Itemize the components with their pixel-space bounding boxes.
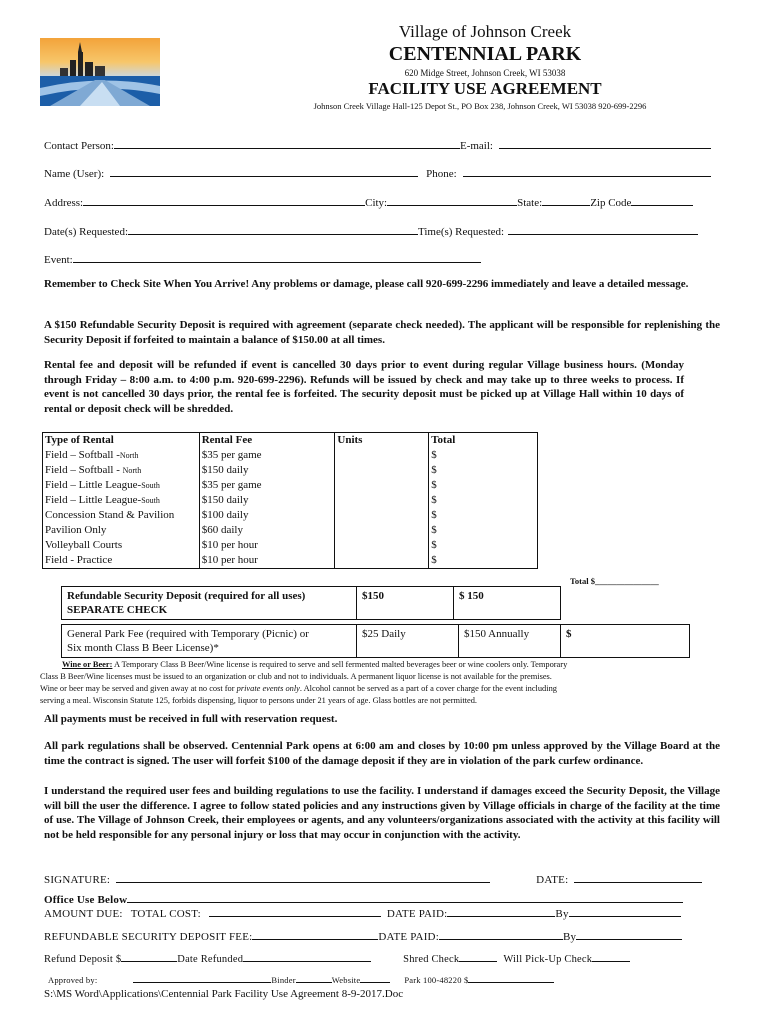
rental-table — [42, 432, 538, 569]
dates-label: Date(s) Requested: — [44, 226, 128, 238]
contact-person-input[interactable] — [114, 138, 460, 149]
deposit-amount-cell: $150 — [356, 586, 454, 620]
remember-paragraph: Remember to Check Site When You Arrive! Any problems or damage, please call 920-699-2296 immediately and leave a detailed message. — [44, 278, 689, 290]
rental-fee: $35 per game — [199, 478, 335, 493]
pickup-check-label: Will Pick-Up Check — [503, 954, 593, 965]
refund-row — [44, 951, 630, 965]
units-input[interactable] — [335, 508, 429, 523]
deposit-label-cell — [61, 586, 357, 620]
table-row — [43, 478, 538, 493]
rental-type: Field – Little League-South — [43, 478, 200, 493]
refund-paragraph: Rental fee and deposit will be refunded if event is cancelled 30 days prior to event during regular Village business hours. (Monday through Friday – 8:00 a.m. to 4:00 p.m. 920-699-2296). Refunds will be issued by check and may take up to three weeks to process. If event is not cancelled 30 days prior, the rental fee is forfeited. The security deposit must be picked up at Village Hall within 10 days of rental or deposit check will be shredded. — [44, 359, 684, 415]
rental-type: Concession Stand & Pavilion — [43, 508, 200, 523]
rental-fee: $100 daily — [199, 508, 335, 523]
state-label: State: — [517, 197, 543, 209]
email-input[interactable] — [499, 138, 711, 149]
park-address: 620 Midge Street, Johnson Creek, WI 53038 — [404, 68, 566, 78]
table-row — [43, 523, 538, 538]
amount-due-label: AMOUNT DUE: — [44, 908, 123, 920]
date-paid-label: DATE PAID: — [386, 908, 448, 920]
rental-fee: $10 per hour — [199, 538, 335, 553]
regulations-paragraph: All park regulations shall be observed. Centennial Park opens at 6:00 am and closes by 10:00 pm unless approved by the Village Board at the time the contract is signed. The user will forfeit $100 of the damage deposit if they are in violation of the park curfew ordinance. — [44, 740, 720, 767]
village-hall-address: Johnson Creek Village Hall-125 Depot St., PO Box 238, Johnson Creek, WI 53038 920-699-2296 — [313, 101, 647, 111]
header-fee: Rental Fee — [199, 433, 335, 449]
rental-table-header — [43, 433, 538, 449]
date-refunded-input[interactable] — [243, 951, 371, 962]
rental-type: Field – Softball - North — [43, 463, 200, 478]
rental-type: Field – Little League-South — [43, 493, 200, 508]
rental-total[interactable]: $ — [429, 448, 538, 463]
wine-beer-note — [40, 659, 720, 707]
approved-label: Approved by: — [48, 975, 98, 985]
separate-check-label: SEPARATE CHECK — [67, 604, 168, 616]
shred-check-input[interactable] — [459, 951, 497, 962]
rental-type: Field - Practice — [43, 553, 200, 569]
rental-fee: $150 daily — [199, 493, 335, 508]
wine-note-line-4: serving a meal. Wisconsin Statute 125, forbids dispensing, liquor to persons under 21 years of age. Glass bottles are not permitted. — [40, 696, 478, 705]
park-fee-label-cell — [61, 624, 357, 658]
email-label: E-mail: — [459, 140, 493, 152]
zip-label: Zip Code — [590, 197, 632, 209]
deposit-paragraph: A $150 Refundable Security Deposit is required with agreement (separate check needed). The applicant will be responsible for replenishing the Security Deposit if forfeited to maintain a balance of $150.00 at all times. — [44, 319, 720, 346]
understand-paragraph: I understand the required user fees and building regulations to use the facility. I understand if damages exceed the Security Deposit, the Village will bill the user the difference. I agree to follow stated policies and any instructions given by Village officials in charge of the facility at the time of use. The Village of Johnson Creek, their employees or agents, and any volunteers/organizations associated with the activity at this facility will not be held responsible for any personal injury or loss that may occur in conjunction with the activity. — [44, 785, 720, 841]
wine-note-line-1: A Temporary Class B Beer/Wine license is required to serve and sell fermented malted beverages beer or wine coolers only. Temporary — [112, 660, 568, 669]
rental-type: Volleyball Courts — [43, 538, 200, 553]
deposit-total-cell[interactable]: $ 150 — [453, 586, 561, 620]
website-label: Website — [331, 975, 361, 985]
times-input[interactable] — [508, 224, 698, 235]
refundable-label: REFUNDABLE SECURITY DEPOSIT FEE: — [44, 931, 253, 943]
form-title: FACILITY USE AGREEMENT — [368, 79, 602, 98]
header-type: Type of Rental — [43, 433, 200, 449]
table-row — [43, 553, 538, 569]
park-name: CENTENNIAL PARK — [388, 43, 582, 65]
rental-fee: $150 daily — [199, 463, 335, 478]
signature-input[interactable] — [116, 872, 490, 883]
signature-date-input[interactable] — [574, 872, 702, 883]
rental-total[interactable]: $ — [429, 523, 538, 538]
address-row — [44, 195, 693, 209]
units-input[interactable] — [335, 523, 429, 538]
refundable-by-label: By — [562, 931, 577, 943]
units-input[interactable] — [335, 463, 429, 478]
office-use-heading: Office Use Below — [44, 894, 128, 906]
city-label: City: — [365, 197, 388, 209]
signature-date-label: DATE: — [536, 874, 569, 886]
units-input[interactable] — [335, 538, 429, 553]
header-total: Total — [429, 433, 538, 449]
date-row — [44, 224, 698, 238]
deposit-label: Refundable Security Deposit (required for all uses) — [67, 590, 306, 602]
shred-check-label: Shred Check — [403, 954, 460, 965]
village-name: Village of Johnson Creek — [398, 22, 572, 41]
units-input[interactable] — [335, 493, 429, 508]
wine-beer-heading: Wine or Beer: — [62, 660, 113, 669]
refundable-input[interactable] — [252, 929, 378, 940]
rental-fee: $60 daily — [199, 523, 335, 538]
binder-input[interactable] — [296, 972, 332, 983]
wine-note-line-2: Class B Beer/Wine licenses must be issued to an organization or club and not to individuals. A permanent liquor license is not available for the premises. — [40, 672, 552, 681]
signature-row — [44, 872, 702, 886]
park-account-label: Park 100-48220 $ — [404, 975, 469, 985]
file-path-footer: S:\MS Word\Applications\Centennial Park Facility Use Agreement 8-9-2017.Doc — [44, 988, 404, 1000]
approved-input[interactable] — [133, 972, 271, 983]
park-fee-total-cell[interactable]: $ — [560, 624, 690, 658]
date-refunded-label: Date Refunded — [177, 954, 244, 965]
total-cost-label: TOTAL COST: — [130, 908, 201, 920]
binder-label: Binder — [271, 975, 296, 985]
total-cost-input[interactable] — [209, 906, 381, 917]
city-input[interactable] — [387, 195, 517, 206]
rental-type: Pavilion Only — [43, 523, 200, 538]
signature-label: SIGNATURE: — [44, 874, 111, 886]
dates-input[interactable] — [128, 224, 418, 235]
phone-input[interactable] — [463, 166, 711, 177]
refundable-by-input[interactable] — [576, 929, 682, 940]
table-row — [43, 538, 538, 553]
park-fee-annual-cell: $150 Annually — [458, 624, 561, 658]
by-label: By — [555, 908, 569, 920]
amount-due-row — [44, 906, 681, 920]
park-fee-daily-cell: $25 Daily — [356, 624, 459, 658]
refundable-date-paid-input[interactable] — [439, 929, 563, 940]
rental-total[interactable]: $ — [429, 463, 538, 478]
event-row — [44, 252, 481, 266]
approved-row — [44, 972, 554, 985]
rental-total[interactable]: $ — [429, 478, 538, 493]
refundable-row — [44, 929, 682, 943]
refundable-date-paid-label: DATE PAID: — [378, 931, 439, 943]
rental-total[interactable]: $ — [429, 493, 538, 508]
table-row — [43, 508, 538, 523]
date-paid-input[interactable] — [447, 906, 555, 917]
event-label: Event: — [44, 254, 73, 266]
table-row — [43, 448, 538, 463]
by-input[interactable] — [569, 906, 681, 917]
address-input[interactable] — [83, 195, 365, 206]
park-fee-label: General Park Fee (required with Temporary (Picnic) or — [67, 628, 309, 640]
village-logo — [40, 38, 160, 106]
event-input[interactable] — [73, 252, 481, 263]
payments-statement: All payments must be received in full with reservation request. — [44, 713, 338, 725]
rental-total[interactable]: $ — [429, 538, 538, 553]
state-input[interactable] — [542, 195, 590, 206]
rental-total[interactable]: $ — [429, 508, 538, 523]
refund-deposit-input[interactable] — [121, 951, 177, 962]
refund-deposit-label: Refund Deposit $ — [44, 954, 122, 965]
pickup-check-input[interactable] — [592, 951, 630, 962]
office-use-row — [44, 892, 683, 906]
website-input[interactable] — [360, 972, 390, 983]
name-label: Name (User): — [44, 168, 105, 180]
name-row — [44, 166, 711, 180]
units-input[interactable] — [335, 553, 429, 569]
rental-type: Field – Softball -North — [43, 448, 200, 463]
office-use-line — [127, 892, 683, 903]
rental-fee: $10 per hour — [199, 553, 335, 569]
phone-label: Phone: — [426, 168, 457, 180]
units-input[interactable] — [335, 448, 429, 463]
contact-row — [44, 138, 711, 152]
zip-input[interactable] — [631, 195, 693, 206]
name-input[interactable] — [110, 166, 418, 177]
park-account-input[interactable] — [468, 972, 554, 983]
rental-fee: $35 per game — [199, 448, 335, 463]
wine-note-line-3: Wine or beer may be served and given away at no cost for private events only. Alcohol cannot be served as a part of a cover charge for the event including — [40, 684, 557, 693]
header-units: Units — [335, 433, 429, 449]
park-fee-label-2: Six month Class B Beer License)* — [67, 642, 219, 654]
times-label: Time(s) Requested: — [418, 226, 505, 238]
address-label: Address: — [44, 197, 84, 209]
table-row — [43, 493, 538, 508]
contact-label: Contact Person: — [44, 140, 114, 152]
rental-total[interactable]: $ — [429, 553, 538, 569]
table-row — [43, 463, 538, 478]
grand-total[interactable]: Total $_______________ — [570, 576, 659, 586]
units-input[interactable] — [335, 478, 429, 493]
